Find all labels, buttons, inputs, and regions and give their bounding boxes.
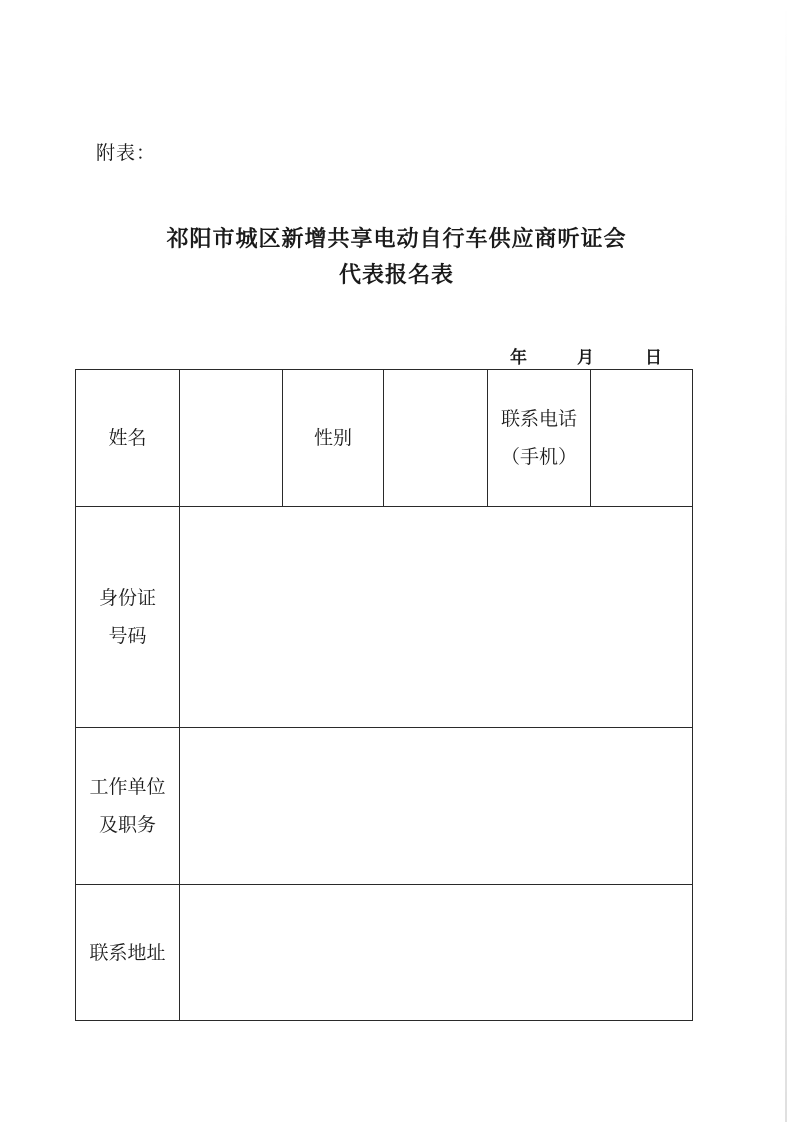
id-number-field[interactable] xyxy=(180,507,693,728)
phone-field[interactable] xyxy=(591,370,693,507)
name-label: 姓名 xyxy=(76,370,180,507)
id-number-label xyxy=(76,507,180,728)
date-day-label: 日 xyxy=(645,348,662,368)
phone-label-line1: 联系电话 xyxy=(500,408,577,430)
date-month-label: 月 xyxy=(577,348,594,368)
form-title-line2: 代表报名表 xyxy=(338,263,454,288)
table-row xyxy=(76,728,693,885)
attachment-label: 附表： xyxy=(96,142,157,164)
id-number-label-line1: 身份证 xyxy=(98,587,156,609)
phone-label-line2: （手机） xyxy=(500,446,577,468)
date-year-label: 年 xyxy=(510,348,527,368)
table-row xyxy=(76,507,693,728)
work-unit-label-line2: 及职务 xyxy=(98,814,156,836)
form-title-line1: 祁阳市城区新增共享电动自行车供应商听证会 xyxy=(166,227,627,252)
gender-field[interactable] xyxy=(384,370,488,507)
id-number-label-line2: 号码 xyxy=(108,625,147,647)
scan-edge-shadow xyxy=(785,0,787,1122)
work-unit-field[interactable] xyxy=(180,728,693,885)
work-unit-label xyxy=(76,728,180,885)
phone-label xyxy=(488,370,591,507)
address-field[interactable] xyxy=(180,885,693,1021)
table-row xyxy=(76,370,693,507)
gender-label: 性别 xyxy=(283,370,384,507)
registration-form-table xyxy=(75,369,693,1021)
name-field[interactable] xyxy=(180,370,283,507)
table-row xyxy=(76,885,693,1021)
work-unit-label-line1: 工作单位 xyxy=(89,776,166,798)
address-label: 联系地址 xyxy=(76,885,180,1021)
